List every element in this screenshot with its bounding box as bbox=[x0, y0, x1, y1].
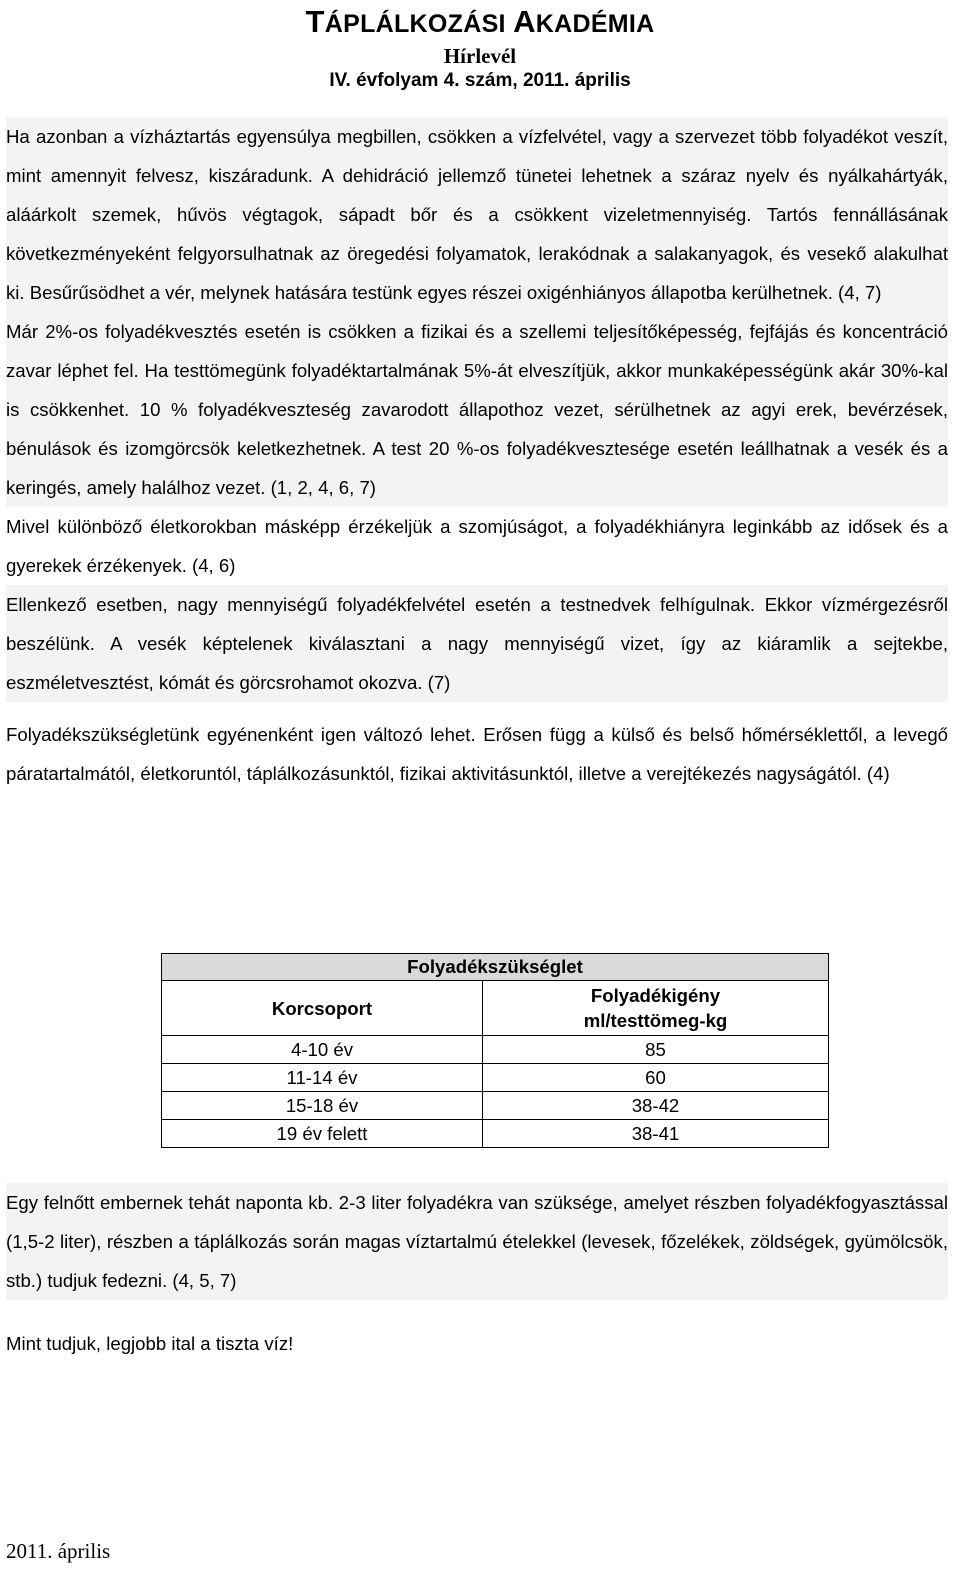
table-cell-need: 38-41 bbox=[483, 1120, 829, 1148]
table-cell-need: 60 bbox=[483, 1064, 829, 1092]
table-cell-age: 15-18 év bbox=[162, 1092, 483, 1120]
paragraph-thirst: Mivel különböző életkorokban másképp érzékeljük a szomjúságot, a folyadékhiányra leginkább az idősek és a gyerekek érzékenyek. (4, 6) bbox=[6, 516, 948, 576]
title-initial-1: T bbox=[305, 4, 325, 39]
fluid-requirement-table bbox=[161, 953, 829, 1148]
footer-date: 2011. április bbox=[6, 1539, 111, 1563]
table-header-age-group: Korcsoport bbox=[162, 981, 483, 1036]
table-cell-age: 19 év felett bbox=[162, 1120, 483, 1148]
table-row bbox=[162, 1064, 829, 1092]
newsletter-subtitle: Hírlevél bbox=[443, 44, 517, 68]
paragraph-daily-need: Egy felnőtt embernek tehát naponta kb. 2-3 liter folyadékra van szüksége, amelyet részben folyadékfogyasztással (1,5-2 liter), részben a táplálkozás során magas víztartalmú ételekkel (levesek, főzelékek, zöldségek, gyümölcsök, stb.) tudjuk fedezni. (4, 5, 7) bbox=[6, 1183, 948, 1300]
paragraph-clean-water: Mint tudjuk, legjobb ital a tiszta víz! bbox=[6, 1333, 294, 1354]
issue-line: IV. évfolyam 4. szám, 2011. április bbox=[329, 70, 631, 91]
newsletter-title bbox=[0, 4, 960, 40]
header-line-2: ml/testtömeg-kg bbox=[583, 1010, 728, 1031]
paragraph-dehydration: Ha azonban a vízháztartás egyensúlya megbillen, csökken a vízfelvétel, vagy a szervezet több folyadékot veszít, mint amennyit felvesz, kiszáradunk. A dehidráció jellemző tünetei lehetnek a száraz nyelv és nyálkahártyák, aláárkolt szemek, hűvös végtagok, sápadt bőr és a csökkent vizeletmennyiség. Tartós fennállásának következményeként felgyorsulhatnak az öregedési folyamatok, lerakódnak a salakanyagok, és vesekő alakulhat ki. Besűrűsödhet a vér, melynek hatására testünk egyes részei oxigénhiányos állapotba kerülhetnek. (4, 7) bbox=[6, 117, 948, 312]
table-header-fluid-need bbox=[483, 981, 829, 1036]
paragraph-fluid-requirement: Folyadékszükségletünk egyénenként igen változó lehet. Erősen függ a külső és belső hőmérséklettől, a levegő páratartalmától, életkoruntól, táplálkozásunktól, fizikai aktivitásunktól, illetve a verejtékezés nagyságától. (4) bbox=[6, 724, 948, 784]
paragraph-water-intoxication: Ellenkező esetben, nagy mennyiségű folyadékfelvétel esetén a testnedvek felhígulnak. Ekkor vízmérgezésről beszélünk. A vesék képtelenek kiválasztani a nagy mennyiségű vizet, így az kiáramlik a sejtekbe, eszméletvesztést, kómát és görcsrohamot okozva. (7) bbox=[6, 585, 948, 702]
table-row bbox=[162, 1092, 829, 1120]
header-line-1: Folyadékigény bbox=[590, 985, 721, 1006]
table-cell-need: 85 bbox=[483, 1036, 829, 1064]
table-cell-age: 11-14 év bbox=[162, 1064, 483, 1092]
title-part-1: ÁPLÁLKOZÁSI bbox=[324, 10, 514, 38]
article-conclusion bbox=[6, 1183, 948, 1363]
title-initial-2: A bbox=[513, 4, 536, 39]
table-cell-age: 4-10 év bbox=[162, 1036, 483, 1064]
table-cell-need: 38-42 bbox=[483, 1092, 829, 1120]
article-body bbox=[6, 117, 948, 793]
paragraph-fluid-loss: Már 2%-os folyadékvesztés esetén is csökken a fizikai és a szellemi teljesítőképesség, fejfájás és koncentráció zavar léphet fel. Ha testtömegünk folyadéktartalmának 5%-át elveszítjük, akkor munkaképességünk akár 30%-kal is csökkenhet. 10 % folyadékveszteség zavarodott állapothoz vezet, sérülhetnek az agyi erek, bevérzések, bénulások és izomgörcsök keletkezhetnek. A test 20 %-os folyadékvesztesége esetén leállhatnak a vesék és a keringés, amely halálhoz vezet. (1, 2, 4, 6, 7) bbox=[6, 312, 948, 507]
table-row bbox=[162, 1120, 829, 1148]
table-title: Folyadékszükséglet bbox=[162, 954, 829, 981]
table-row bbox=[162, 1036, 829, 1064]
title-part-2: KADÉMIA bbox=[535, 10, 655, 38]
